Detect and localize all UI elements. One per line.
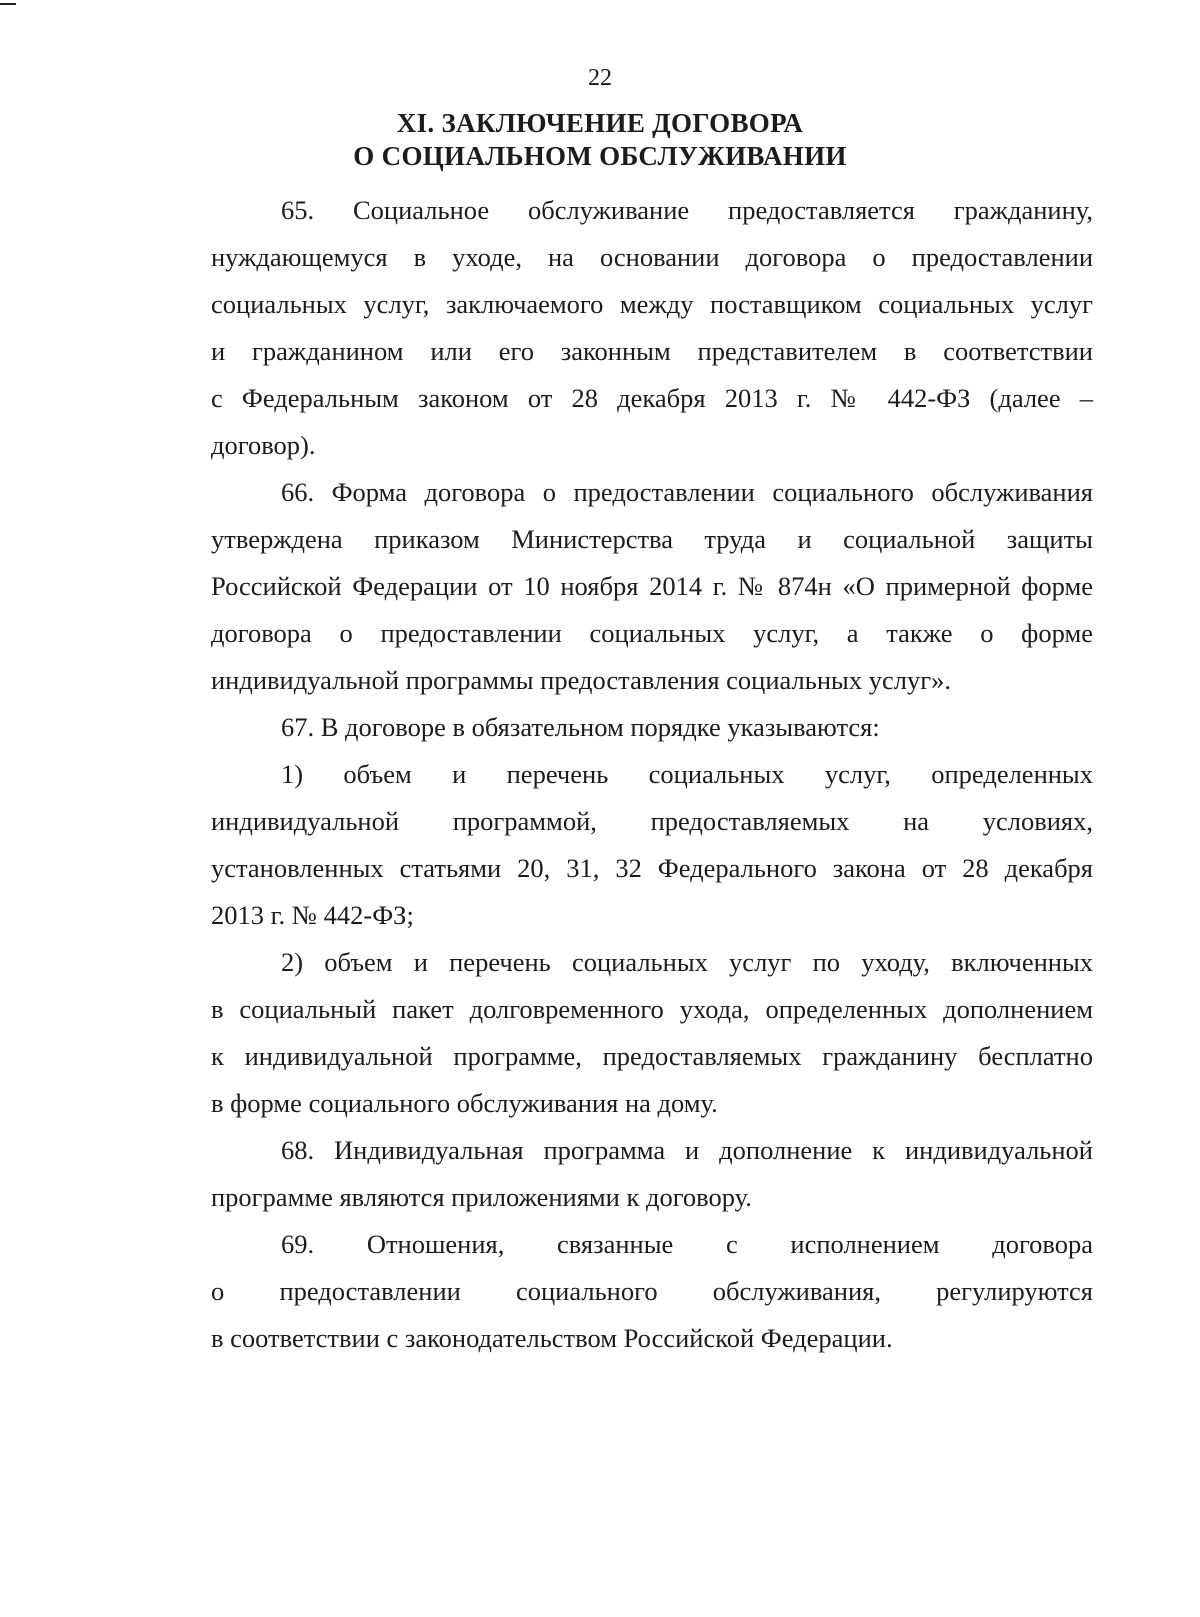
section-heading xyxy=(0,107,1200,173)
paragraph-68 xyxy=(211,1127,1093,1221)
paragraph-65 xyxy=(211,187,1093,469)
text-line: договор). xyxy=(211,430,316,460)
text-line: в соответствии с законодательством Российской Федерации. xyxy=(211,1323,893,1353)
text-line: 68. Индивидуальная программа и дополнение к индивидуальной xyxy=(281,1135,1093,1165)
text-line: Российской Федерации от 10 ноября 2014 г. № 874н «О примерной форме xyxy=(211,571,1093,601)
paragraph-67-item-1 xyxy=(211,751,1093,939)
paragraph-67-item-2 xyxy=(211,939,1093,1127)
text-line: нуждающемуся в уходе, на основании договора о предоставлении xyxy=(211,242,1093,272)
section-heading-line-2: О СОЦИАЛЬНОМ ОБСЛУЖИВАНИИ xyxy=(353,141,847,171)
text-line: индивидуальной программы предоставления социальных услуг». xyxy=(211,665,951,695)
text-line: 65. Социальное обслуживание предоставляется гражданину, xyxy=(281,195,1093,225)
text-line: и гражданином или его законным представителем в соответствии xyxy=(211,336,1093,366)
text-line: утверждена приказом Министерства труда и социальной защиты xyxy=(211,524,1093,554)
scan-corner-mark xyxy=(0,3,16,5)
text-line: индивидуальной программой, предоставляемых на условиях, xyxy=(211,806,1093,836)
paragraph-66 xyxy=(211,469,1093,704)
text-line: 2) объем и перечень социальных услуг по уходу, включенных xyxy=(281,947,1093,977)
section-heading-line-1: XI. ЗАКЛЮЧЕНИЕ ДОГОВОРА xyxy=(396,108,804,138)
text-line: 69. Отношения, связанные с исполнением договора xyxy=(281,1229,1093,1259)
text-line: социальных услуг, заключаемого между поставщиком социальных услуг xyxy=(211,289,1093,319)
text-line: 66. Форма договора о предоставлении социального обслуживания xyxy=(281,477,1093,507)
text-line: в форме социального обслуживания на дому. xyxy=(211,1088,718,1118)
text-line: с Федеральным законом от 28 декабря 2013 г. № 442-ФЗ (далее – xyxy=(211,383,1093,413)
document-body xyxy=(211,187,1093,1362)
text-line: 1) объем и перечень социальных услуг, определенных xyxy=(281,759,1093,789)
text-line: программе являются приложениями к договору. xyxy=(211,1182,752,1212)
page-number: 22 xyxy=(588,65,612,91)
text-line: в социальный пакет долговременного ухода, определенных дополнением xyxy=(211,994,1093,1024)
text-line: установленных статьями 20, 31, 32 Федерального закона от 28 декабря xyxy=(211,853,1093,883)
paragraph-69 xyxy=(211,1221,1093,1362)
text-line: к индивидуальной программе, предоставляемых гражданину бесплатно xyxy=(211,1041,1093,1071)
text-line: о предоставлении социального обслуживания, регулируются xyxy=(211,1276,1093,1306)
text-line: 2013 г. № 442-ФЗ; xyxy=(211,900,414,930)
text-line: 67. В договоре в обязательном порядке указываются: xyxy=(281,712,880,742)
text-line: договора о предоставлении социальных услуг, а также о форме xyxy=(211,618,1093,648)
paragraph-67 xyxy=(211,704,1093,751)
